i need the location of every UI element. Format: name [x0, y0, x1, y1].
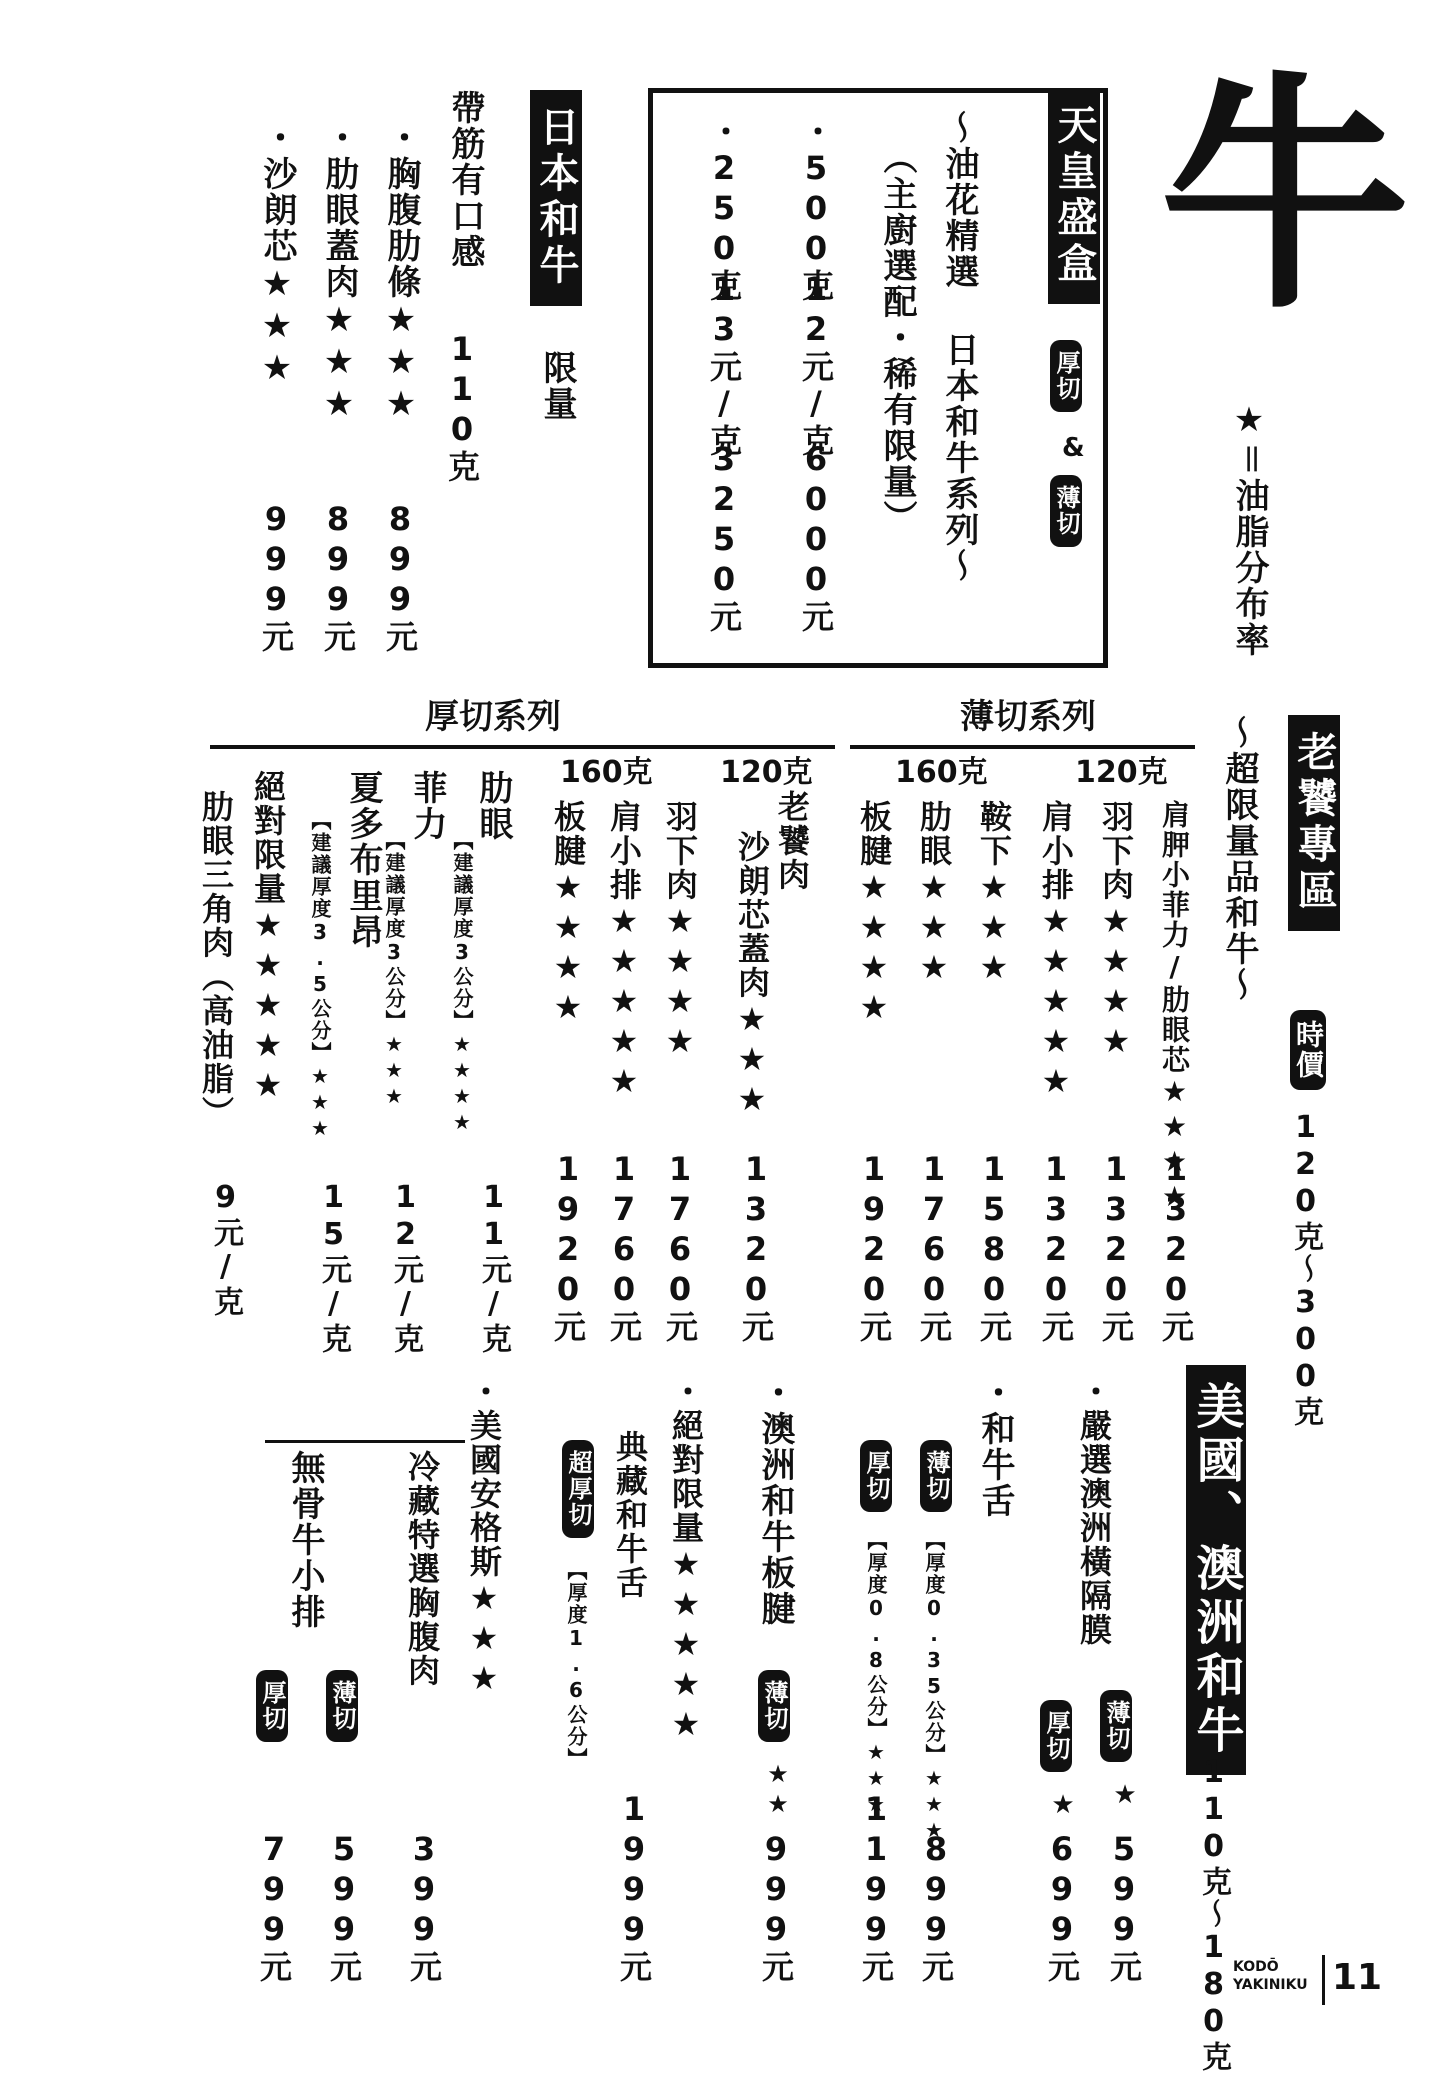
thin-item5: 肋眼★★★ [915, 800, 953, 988]
us-item3-star: ★★ [764, 1760, 792, 1820]
japan-item2-price: 899元 [319, 500, 357, 654]
emperor-row1-price: 6000元 [797, 440, 835, 634]
us-item2: ・和牛舌 [975, 1375, 1015, 1519]
footer-divider [1322, 1955, 1325, 2005]
emperor-row2-price: 3250元 [705, 440, 743, 634]
thin-item2: 羽下肉★★★★ [1097, 800, 1135, 1062]
us-item2-thin: 薄切 [920, 1440, 952, 1512]
us-item3: ・澳洲和牛板腱 [755, 1375, 795, 1627]
thick-item3: 肩小排★★★★★ [605, 800, 643, 1102]
thin-item4-price: 1580元 [975, 1150, 1013, 1344]
emperor-line1: ～油花精選 日本和牛系列～ [939, 110, 979, 584]
japan-item1: ・胸腹肋條★★★ [381, 120, 421, 426]
thin-series-header: 薄切系列 [960, 697, 1096, 737]
us-item2-thick: 厚切 [860, 1440, 892, 1512]
us-item1: ・嚴選澳洲橫隔膜 [1075, 1375, 1113, 1647]
us-item2-thin-price: 899元 [917, 1830, 955, 1984]
thick-item1: 老饕肉 [773, 790, 811, 892]
thick-pg3-note: 【建議厚度3.5公分】★★★ [308, 810, 332, 1142]
thick-pg5-price: 9元/克 [208, 1180, 243, 1318]
emperor-tag: 天皇盛盒 [1048, 88, 1100, 304]
thick-pg3: 夏多布里昂 [343, 770, 383, 950]
thin-item3-price: 1320元 [1037, 1150, 1075, 1344]
amp-mark: & [1062, 433, 1085, 463]
us-item4-badge: 超厚切 [562, 1440, 594, 1538]
us-item5-b: 冷藏特選胸腹肉 [403, 1450, 441, 1688]
japan-sub-weight: 110克 [443, 330, 481, 484]
footer-brand1: KODŌ [1233, 1959, 1279, 1975]
us-item6-thin-price: 599元 [325, 1830, 363, 1984]
thick-item1-price: 1320元 [737, 1150, 775, 1344]
us-item4-note: 【厚度1.6公分】 [564, 1560, 588, 1770]
us-item4-price: 1999元 [615, 1790, 653, 1984]
emperor-row2-unit: 13元/克 [705, 270, 743, 458]
japan-item3: ・沙朗芯★★★ [257, 120, 297, 390]
thick-item2-price: 1760元 [661, 1150, 699, 1344]
legend: ★＝油脂分布率 [1229, 400, 1269, 658]
us-au-weight: 110克～180克 [1196, 1755, 1231, 2073]
us-item3-price: 999元 [757, 1830, 795, 1984]
emperor-row2-weight: ・250克 [705, 115, 743, 303]
page-title-char: 牛 [1160, 48, 1410, 342]
thick-series-rule [210, 745, 835, 749]
thick-pg2-note: 【建議厚度3公分】★★★ [382, 830, 406, 1110]
gourmet-tag: 老饕專區 [1288, 715, 1340, 931]
us-item5: ・美國安格斯★★★ [465, 1375, 503, 1699]
thick-item4: 板腱★★★★ [549, 800, 587, 1028]
us-item6-thick-price: 799元 [255, 1830, 293, 1984]
us-item2-thick-note: 【厚度0.8公分】★★★ [864, 1530, 888, 1818]
us-item6-rule [265, 1440, 465, 1443]
us-item1-thin-price: 599元 [1105, 1830, 1143, 1984]
japan-item3-price: 999元 [257, 500, 295, 654]
thick-pg1-price: 11元/克 [476, 1180, 511, 1355]
japan-wagyu-note: 限量 [537, 350, 577, 422]
thick-pg4: 絕對限量★★★★★ [249, 770, 287, 1106]
us-item1-thin: 薄切 [1100, 1690, 1132, 1762]
footer-page-number: 11 [1332, 1957, 1383, 1998]
badge-thick: 厚切 [1050, 340, 1082, 412]
emperor-line2: （主廚選配・稀有限量） [877, 140, 917, 536]
thin-w160: 160克 [895, 755, 988, 790]
thin-item5-price: 1760元 [915, 1150, 953, 1344]
us-item6-thick: 厚切 [256, 1670, 288, 1742]
thin-item3: 肩小排★★★★★ [1037, 800, 1075, 1102]
thick-w160: 160克 [560, 755, 653, 790]
us-item2-thick-price: 1199元 [857, 1790, 895, 1984]
us-item6-thin: 薄切 [326, 1670, 358, 1742]
us-item4: ・絕對限量★★★★★ [667, 1375, 705, 1745]
thin-item6-price: 1920元 [855, 1150, 893, 1344]
thick-pg1: 肋眼 [473, 770, 513, 842]
japan-item2: ・肋眼蓋肉★★★ [319, 120, 359, 426]
gourmet-price-badge: 時價 [1290, 1010, 1326, 1090]
thin-item2-price: 1320元 [1097, 1150, 1135, 1344]
us-item1-thick-price: 699元 [1043, 1830, 1081, 1984]
us-item1-thin-star: ★ [1110, 1780, 1140, 1812]
us-item3-badge: 薄切 [758, 1670, 790, 1742]
emperor-row1-unit: 12元/克 [797, 270, 835, 458]
us-item2-thin-note: 【厚度0.35公分】★★★ [922, 1530, 946, 1844]
thin-item4: 鞍下★★★ [975, 800, 1013, 988]
thick-item3-price: 1760元 [605, 1150, 643, 1344]
thin-series-rule [850, 745, 1195, 749]
japan-item1-price: 899元 [381, 500, 419, 654]
thick-pg1-note: 【建議厚度3公分】★★★★ [450, 830, 474, 1136]
gourmet-subtitle: ～超限量品和牛～ [1219, 715, 1259, 1003]
us-item1-thick: 厚切 [1040, 1700, 1072, 1772]
thick-pg5: 肋眼三角肉（高油脂） [197, 790, 235, 1130]
thick-item2: 羽下肉★★★★ [661, 800, 699, 1062]
japan-sub-label: 帶筋有口感 [445, 90, 485, 270]
thin-item6: 板腱★★★★ [855, 800, 893, 1028]
emperor-row1-weight: ・500克 [797, 115, 835, 303]
thin-item1: 肩胛小菲力/肋眼芯★★★★ [1158, 800, 1191, 1215]
us-au-tag: 美國、澳洲和牛 [1186, 1365, 1246, 1775]
gourmet-weight: 120克～300克 [1288, 1110, 1323, 1428]
japan-wagyu-tag: 日本和牛 [530, 90, 582, 306]
thick-item4-price: 1920元 [549, 1150, 587, 1344]
thick-pg3-price: 15元/克 [316, 1180, 351, 1355]
thick-pg2: 菲力 [407, 770, 447, 842]
thick-pg2-price: 12元/克 [388, 1180, 423, 1355]
thick-series-header: 厚切系列 [425, 697, 561, 737]
us-item4-b: 典藏和牛舌 [611, 1430, 649, 1600]
thin-w120: 120克 [1075, 755, 1168, 790]
footer-brand2: YAKINIKU [1233, 1977, 1308, 1993]
thick-item1-b: 沙朗芯蓋肉★★★ [733, 830, 771, 1120]
badge-thin: 薄切 [1050, 475, 1082, 547]
thin-item1-price: 1320元 [1157, 1150, 1195, 1344]
thick-w120: 120克 [720, 755, 813, 790]
us-item1-thick-star: ★ [1048, 1790, 1078, 1822]
us-item6: 無骨牛小排 [285, 1450, 325, 1630]
us-item5-price: 399元 [405, 1830, 443, 1984]
